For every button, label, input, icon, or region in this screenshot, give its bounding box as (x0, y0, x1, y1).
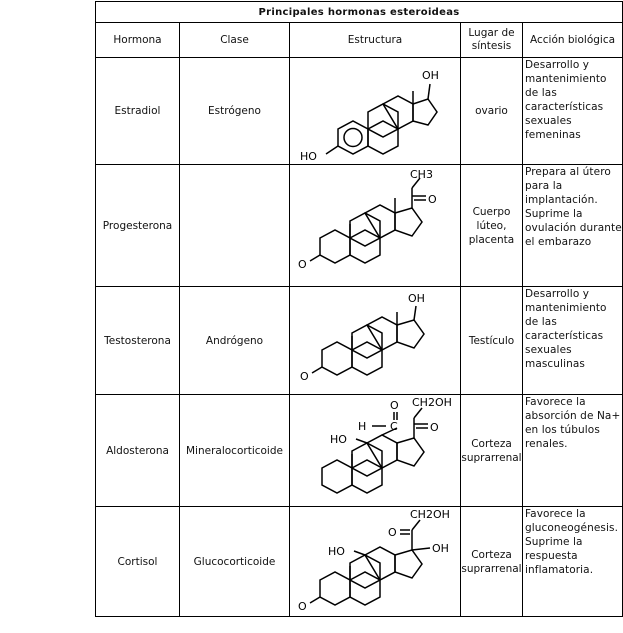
hormone-class: Andrógeno (180, 287, 290, 395)
testosterone-structure-diagram (290, 288, 461, 393)
table-row (96, 58, 623, 165)
synthesis-site: ovario (461, 58, 523, 165)
hormone-name: Testosterona (96, 287, 180, 395)
hormone-name: Progesterona (96, 165, 180, 287)
table-row (96, 165, 623, 287)
structure-cell (290, 165, 461, 287)
structure-cell (290, 507, 461, 617)
ch3-label: CH3 (410, 167, 433, 181)
ho-label: HO (330, 432, 347, 446)
biological-action: Favorece la absorción de Na+ en los túbulos renales. (523, 395, 623, 507)
biological-action: Prepara al útero para la implantación. Suprime la ovulación durante el embarazo (523, 165, 623, 287)
h-label: H (358, 419, 367, 433)
synthesis-site: Corteza suprarrenal (461, 395, 523, 507)
hormone-name: Aldosterona (96, 395, 180, 507)
aldosterone-structure-diagram (290, 396, 461, 506)
ketone-o-label: O (298, 257, 307, 271)
structure-cell (290, 58, 461, 165)
ch2oh-label: CH2OH (412, 395, 452, 409)
hormone-class (180, 165, 290, 287)
ho-label: HO (300, 149, 317, 163)
oh-label: OH (422, 68, 439, 82)
synthesis-site: Cuerpo lúteo, placenta (461, 165, 523, 287)
header-accion: Acción biológica (523, 23, 623, 58)
estradiol-structure-diagram (290, 59, 461, 164)
hormone-class: Mineralocorticoide (180, 395, 290, 507)
header-lugar: Lugar de síntesis (461, 23, 523, 58)
ketone-o-label: O (388, 525, 397, 539)
oh-label: OH (432, 541, 449, 555)
o-label: O (390, 398, 399, 412)
cortisol-structure-diagram (290, 508, 461, 616)
biological-action: Desarrollo y mantenimiento de las características sexuales femeninas (523, 58, 623, 165)
structure-cell (290, 395, 461, 507)
biological-action: Desarrollo y mantenimiento de las características sexuales masculinas (523, 287, 623, 395)
table-row (96, 287, 623, 395)
header-row (96, 23, 623, 58)
header-estructura: Estructura (290, 23, 461, 58)
synthesis-site: Testículo (461, 287, 523, 395)
structure-cell (290, 287, 461, 395)
hormone-class: Estrógeno (180, 58, 290, 165)
table-title: Principales hormonas esteroideas (96, 2, 623, 23)
ketone-o-label: O (298, 599, 307, 613)
c-label: C (390, 419, 398, 433)
ketone-o-label: O (300, 370, 309, 383)
hormone-name: Cortisol (96, 507, 180, 617)
hormone-class: Glucocorticoide (180, 507, 290, 617)
steroid-hormones-table (95, 1, 623, 617)
synthesis-site: Corteza suprarrenal (461, 507, 523, 617)
ketone-o-label: O (430, 420, 439, 434)
header-clase: Clase (180, 23, 290, 58)
ch2oh-label: CH2OH (410, 507, 450, 521)
table-row (96, 507, 623, 617)
ketone-o-label: O (428, 192, 437, 206)
biological-action: Favorece la gluconeogénesis. Suprime la respuesta inflamatoria. (523, 507, 623, 617)
oh-label: OH (408, 292, 425, 305)
header-hormona: Hormona (96, 23, 180, 58)
hormone-name: Estradiol (96, 58, 180, 165)
ho-label: HO (328, 544, 345, 558)
table-row (96, 395, 623, 507)
progesterone-structure-diagram (290, 166, 461, 286)
